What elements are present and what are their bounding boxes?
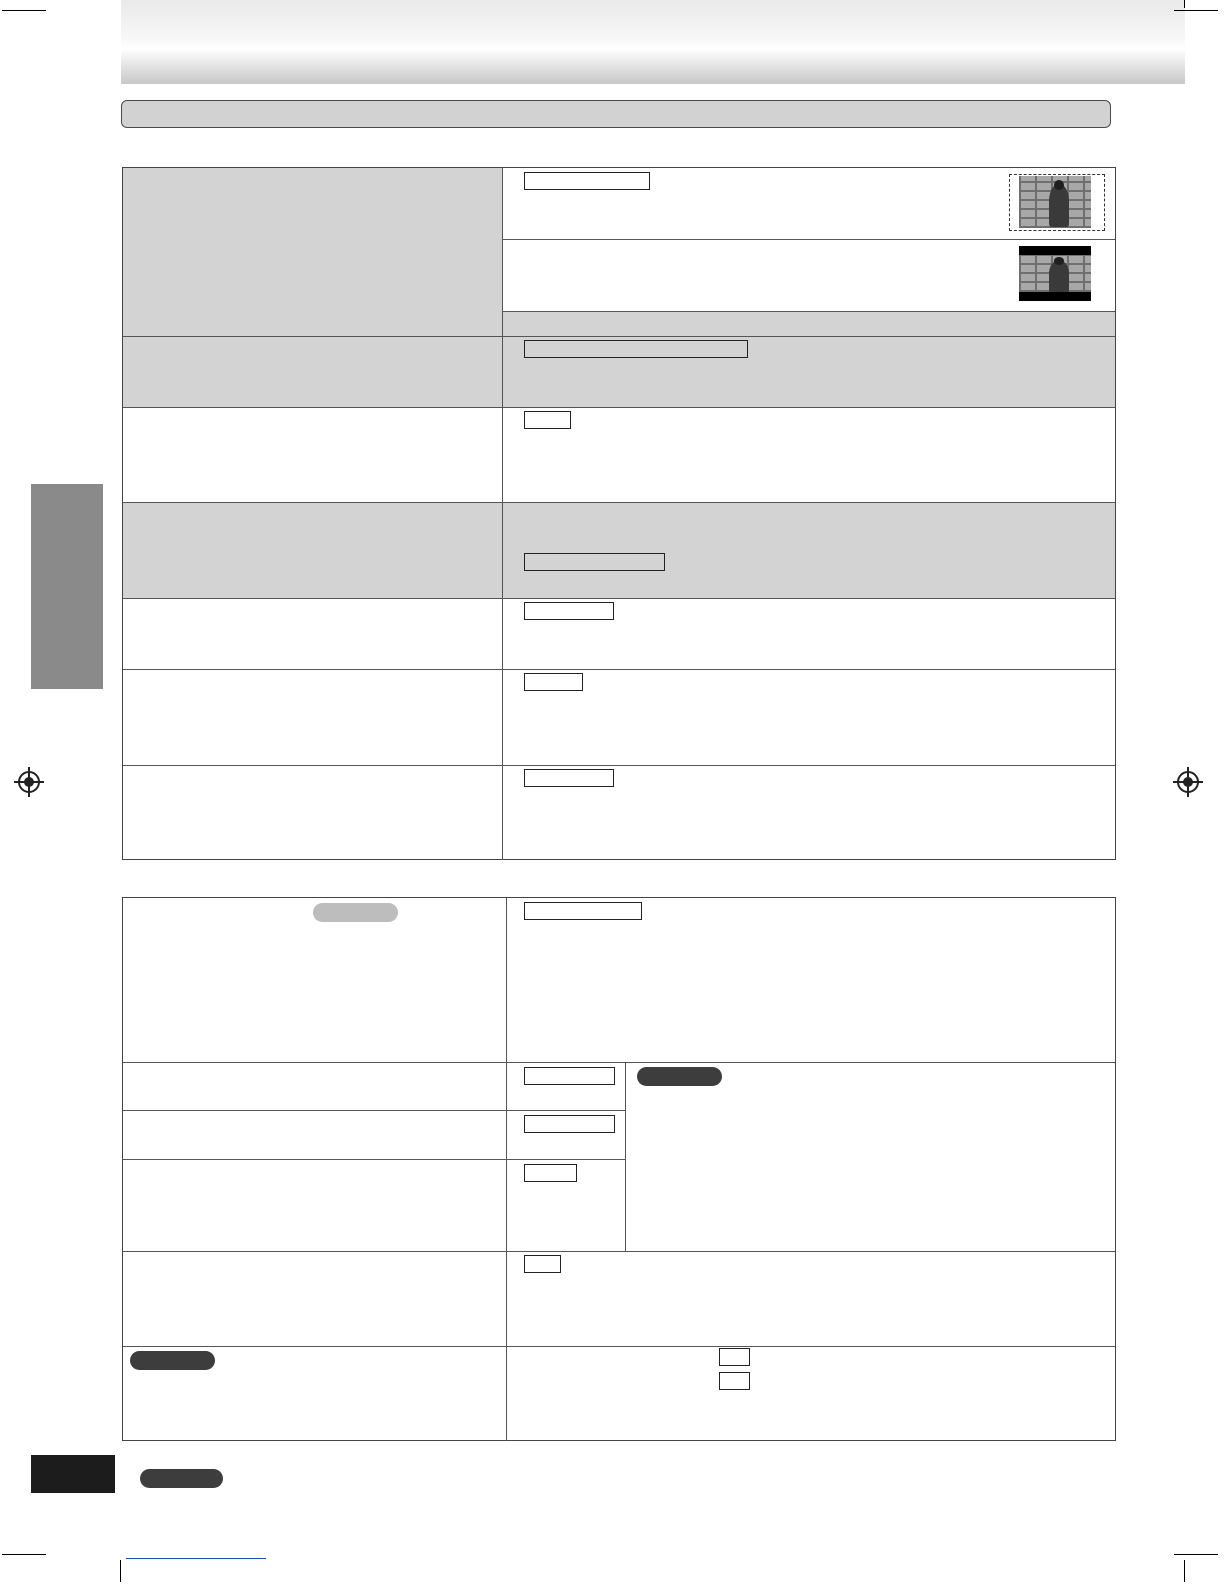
row-divider	[123, 598, 1115, 599]
header-band	[121, 0, 1185, 84]
registration-mark-icon	[1177, 771, 1199, 793]
row-divider	[502, 311, 1115, 312]
section-title-bar	[121, 100, 1111, 128]
column-divider	[502, 168, 503, 860]
note-pill	[140, 1469, 223, 1488]
column-divider	[625, 1062, 626, 1251]
option-label-box	[524, 769, 614, 787]
column-divider	[506, 898, 507, 1441]
row-divider	[123, 1346, 1115, 1347]
crop-mark	[120, 1560, 121, 1582]
table-row	[123, 502, 1115, 598]
table-row	[123, 168, 502, 336]
settings-table-2	[122, 897, 1116, 1441]
option-label-box	[524, 340, 748, 358]
option-label-box	[719, 1348, 750, 1366]
option-label-box	[524, 172, 650, 190]
crop-mark	[2, 10, 46, 11]
row-divider	[502, 239, 1115, 240]
pan-scan-frame-icon	[1009, 174, 1105, 231]
crop-mark	[1184, 0, 1185, 8]
option-label-box	[524, 411, 571, 429]
row-divider	[123, 765, 1115, 766]
option-label-box	[524, 673, 583, 691]
registration-mark-icon	[18, 771, 40, 793]
disc-type-pill	[313, 903, 398, 922]
row-divider	[123, 502, 1115, 503]
option-label-box	[524, 553, 665, 571]
crop-mark	[2, 1554, 46, 1555]
crop-mark	[1174, 10, 1218, 11]
option-label-box	[719, 1372, 750, 1390]
option-label-box	[524, 602, 614, 620]
table-row-note	[502, 311, 1115, 336]
settings-table-1	[122, 167, 1116, 860]
option-label-box	[524, 902, 642, 920]
option-label-box	[524, 1164, 577, 1182]
chapter-side-tab	[31, 484, 103, 689]
row-divider	[123, 1251, 1115, 1252]
footer-link[interactable]	[126, 1558, 266, 1559]
row-divider	[123, 1159, 625, 1160]
row-divider	[123, 336, 1115, 337]
note-pill	[130, 1351, 215, 1370]
crop-mark	[1174, 1554, 1218, 1555]
note-pill	[637, 1067, 722, 1086]
option-label-box	[524, 1255, 561, 1273]
letterbox-image-icon	[1019, 246, 1091, 301]
option-label-box	[524, 1115, 615, 1133]
row-divider	[123, 1110, 625, 1111]
option-label-box	[524, 1067, 615, 1085]
row-divider	[123, 1062, 1115, 1063]
row-divider	[123, 669, 1115, 670]
row-divider	[123, 407, 1115, 408]
crop-mark	[1184, 1560, 1185, 1582]
page-number-tab	[31, 1455, 115, 1493]
